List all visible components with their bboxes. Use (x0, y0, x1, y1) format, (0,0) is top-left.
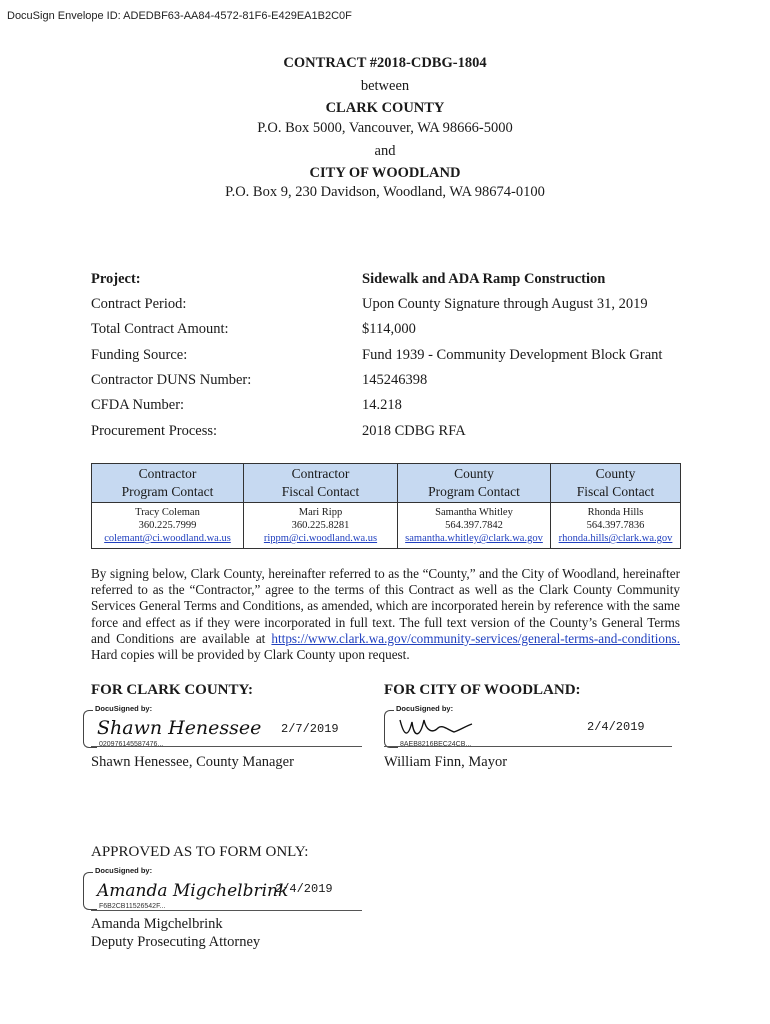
svg-text:Shawn Henessee: Shawn Henessee (97, 717, 262, 739)
detail-value: Fund 1939 - Community Development Block Grant (362, 347, 663, 363)
contact-cell (244, 503, 398, 549)
county-signature-line (91, 746, 362, 747)
approved-signer-title: Deputy Prosecuting Attorney (91, 934, 261, 950)
docusigned-by-label: DocuSigned by: (95, 866, 153, 875)
approved-heading: APPROVED AS TO FORM ONLY: (91, 844, 309, 860)
approved-signature-date: 2/4/2019 (275, 882, 333, 896)
contact-email-link[interactable]: rhonda.hills@clark.wa.gov (558, 533, 673, 544)
contact-phone: 360.225.8281 (291, 520, 350, 531)
approved-signer-name: Amanda Migchelbrink (91, 916, 223, 932)
contract-number: CONTRACT #2018-CDBG-1804 (283, 55, 487, 71)
and-text: and (374, 143, 396, 159)
detail-label: Contractor DUNS Number: (91, 372, 252, 388)
detail-value: Upon County Signature through August 31, 2019 (362, 296, 648, 312)
agreement-paragraph (91, 566, 680, 663)
county-signature-heading: FOR CLARK COUNTY: (91, 682, 253, 698)
agreement-text: By signing below, Clark County, hereinafter referred to as the “County,” and the City of Woodland, hereinafter referred to as the “Contractor,” agree to the terms of this Contract as well as the Clark County Community Services General Terms and Conditions, as amended, which are incorporated herein by reference with the same force and effect as if they were incorporated in full text. The full text version of the County’s General Terms and Conditions are available at (91, 566, 680, 646)
contacts-header-row (92, 464, 681, 503)
docusigned-by-label: DocuSigned by: (95, 704, 153, 713)
contact-email-link[interactable]: colemant@ci.woodland.wa.us (104, 533, 231, 544)
detail-value: 145246398 (362, 372, 428, 388)
detail-label: Procurement Process: (91, 423, 218, 439)
contact-name: Samantha Whitley (435, 507, 513, 518)
agreement-text-end: Hard copies will be provided by Clark County upon request. (91, 647, 410, 663)
contact-email-link[interactable]: rippm@ci.woodland.wa.us (263, 533, 378, 544)
approved-signature-line (91, 910, 362, 911)
docusign-id: 8AEB8216BEC24CB... (400, 741, 472, 748)
detail-value: $114,000 (362, 321, 416, 337)
contact-name: Mari Ripp (298, 507, 343, 518)
county-name: CLARK COUNTY (325, 100, 445, 116)
detail-value: Sidewalk and ADA Ramp Construction (362, 271, 606, 287)
county-docusign-box (83, 704, 262, 752)
svg-text:Amanda Migchelbrink: Amanda Migchelbrink (97, 881, 289, 901)
contact-phone: 564.397.7836 (586, 520, 645, 531)
detail-value: 14.218 (362, 397, 402, 413)
contact-phone: 564.397.7842 (445, 520, 503, 531)
detail-value: 2018 CDBG RFA (362, 423, 466, 439)
contact-name: Rhonda Hills (587, 507, 644, 518)
detail-label: CFDA Number: (91, 397, 185, 413)
contacts-table (91, 463, 681, 549)
county-signature-date: 2/7/2019 (281, 722, 339, 736)
contact-cell (92, 503, 244, 549)
county-signature-image (91, 710, 262, 744)
docusigned-by-label: DocuSigned by: (396, 704, 454, 713)
city-signature-line (384, 746, 672, 747)
contacts-header-cell: Contractor Fiscal Contact (244, 464, 398, 503)
city-signature-image (392, 710, 492, 744)
between-text: between (360, 78, 410, 94)
contact-cell (398, 503, 551, 549)
contacts-header-cell: County Program Contact (398, 464, 551, 503)
county-address: P.O. Box 5000, Vancouver, WA 98666-5000 (257, 120, 513, 136)
contact-phone: 360.225.7999 (138, 520, 197, 531)
city-signature-heading: FOR CITY OF WOODLAND: (384, 682, 581, 698)
detail-label: Contract Period: (91, 296, 187, 312)
detail-label: Total Contract Amount: (91, 321, 229, 337)
contact-cell (551, 503, 681, 549)
docusign-id: F6B2CB11526542F... (99, 903, 166, 910)
city-signature-date: 2/4/2019 (587, 720, 645, 734)
contact-email-link[interactable]: samantha.whitley@clark.wa.gov (405, 533, 543, 544)
detail-label: Project: (91, 271, 141, 287)
detail-label: Funding Source: (91, 347, 188, 363)
contact-name: Tracy Coleman (135, 507, 200, 518)
city-signer-name: William Finn, Mayor (384, 754, 508, 770)
terms-link[interactable]: https://www.clark.wa.gov/community-services/general-terms-and-conditions. (271, 630, 680, 646)
city-docusign-box (384, 704, 504, 752)
county-signer-name: Shawn Henessee, County Manager (91, 754, 294, 770)
contacts-header-cell: County Fiscal Contact (551, 464, 681, 503)
docusign-envelope-id: DocuSign Envelope ID: ADEDBF63-AA84-4572-81F6-E429EA1B2C0F (7, 10, 352, 22)
city-address: P.O. Box 9, 230 Davidson, Woodland, WA 98674-0100 (225, 184, 545, 200)
city-name: CITY OF WOODLAND (309, 165, 461, 181)
docusign-id: 020976145587476... (99, 741, 164, 748)
approved-signature-image (91, 872, 289, 906)
contacts-body-row (92, 503, 681, 549)
approved-docusign-box (83, 866, 289, 914)
contacts-header-cell: Contractor Program Contact (92, 464, 244, 503)
